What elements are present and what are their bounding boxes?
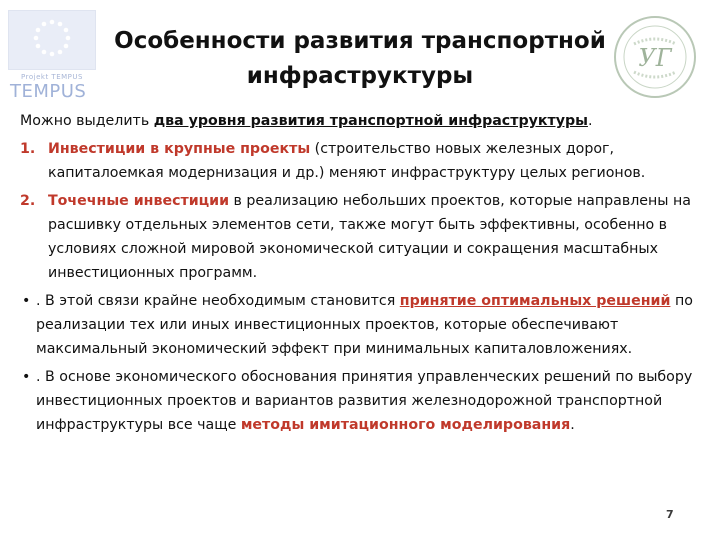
item-text: в реализацию небольших проектов, которые направлены на расшивку отдельных элементов сети, также могут быть эффективны, особенно в условиях сложной мировой экономической ситуации и сокращения масштабных инвестиционных программ. bbox=[48, 193, 691, 281]
bullet-text: . В основе экономического обоснования принятия управленческих решений по выбору инвестиционных проектов и вариантов развития железнодорожной транспортной инфраструктуры все чаще bbox=[36, 369, 693, 433]
slide-body bbox=[20, 109, 700, 441]
university-seal-logo bbox=[612, 14, 698, 100]
title-line-1: Особенности развития транспортной bbox=[114, 28, 606, 54]
intro-end: . bbox=[587, 113, 593, 129]
bullet-text-end: . bbox=[570, 417, 575, 433]
item-text: (строительство новых железных дорог, капиталоемкая модернизация и др.) меняют инфраструктуру целых регионов. bbox=[48, 141, 646, 181]
item-number: 2. bbox=[20, 193, 36, 209]
item-highlight: Инвестиции в крупные проекты bbox=[48, 141, 311, 157]
bullet-text-end: по реализации тех или иных инвестиционных проектов, которые обеспечивают максимальный экономический эффект при минимальных капиталовложениях. bbox=[36, 293, 693, 357]
bullet-highlight: принятие оптимальных решений bbox=[399, 293, 671, 309]
bullet-item bbox=[20, 289, 700, 361]
seal-monogram: УГ bbox=[638, 44, 672, 72]
bullet-highlight: методы имитационного моделирования bbox=[240, 417, 571, 433]
eu-flag-icon bbox=[8, 10, 96, 70]
item-highlight: Точечные инвестиции bbox=[48, 193, 230, 209]
intro-highlight: два уровня развития транспортной инфраструктуры bbox=[153, 113, 588, 129]
tempus-wordmark: TEMPUS bbox=[10, 81, 87, 102]
intro-text: Можно выделить bbox=[20, 113, 154, 129]
intro-paragraph bbox=[20, 109, 700, 133]
bullet-text: . В этой связи крайне необходимым становится bbox=[36, 293, 400, 309]
numbered-item bbox=[20, 137, 700, 185]
bullet-marker: • bbox=[22, 293, 31, 309]
bullet-marker: • bbox=[22, 369, 31, 385]
bullet-item bbox=[20, 365, 700, 437]
numbered-item bbox=[20, 189, 700, 285]
title-line-2: инфраструктуры bbox=[246, 63, 474, 89]
tempus-subtitle: Projekt TEMPUS bbox=[21, 73, 83, 81]
page-number: 7 bbox=[666, 508, 674, 521]
slide-title bbox=[105, 24, 615, 94]
tempus-logo bbox=[8, 10, 96, 106]
item-number: 1. bbox=[20, 141, 36, 157]
